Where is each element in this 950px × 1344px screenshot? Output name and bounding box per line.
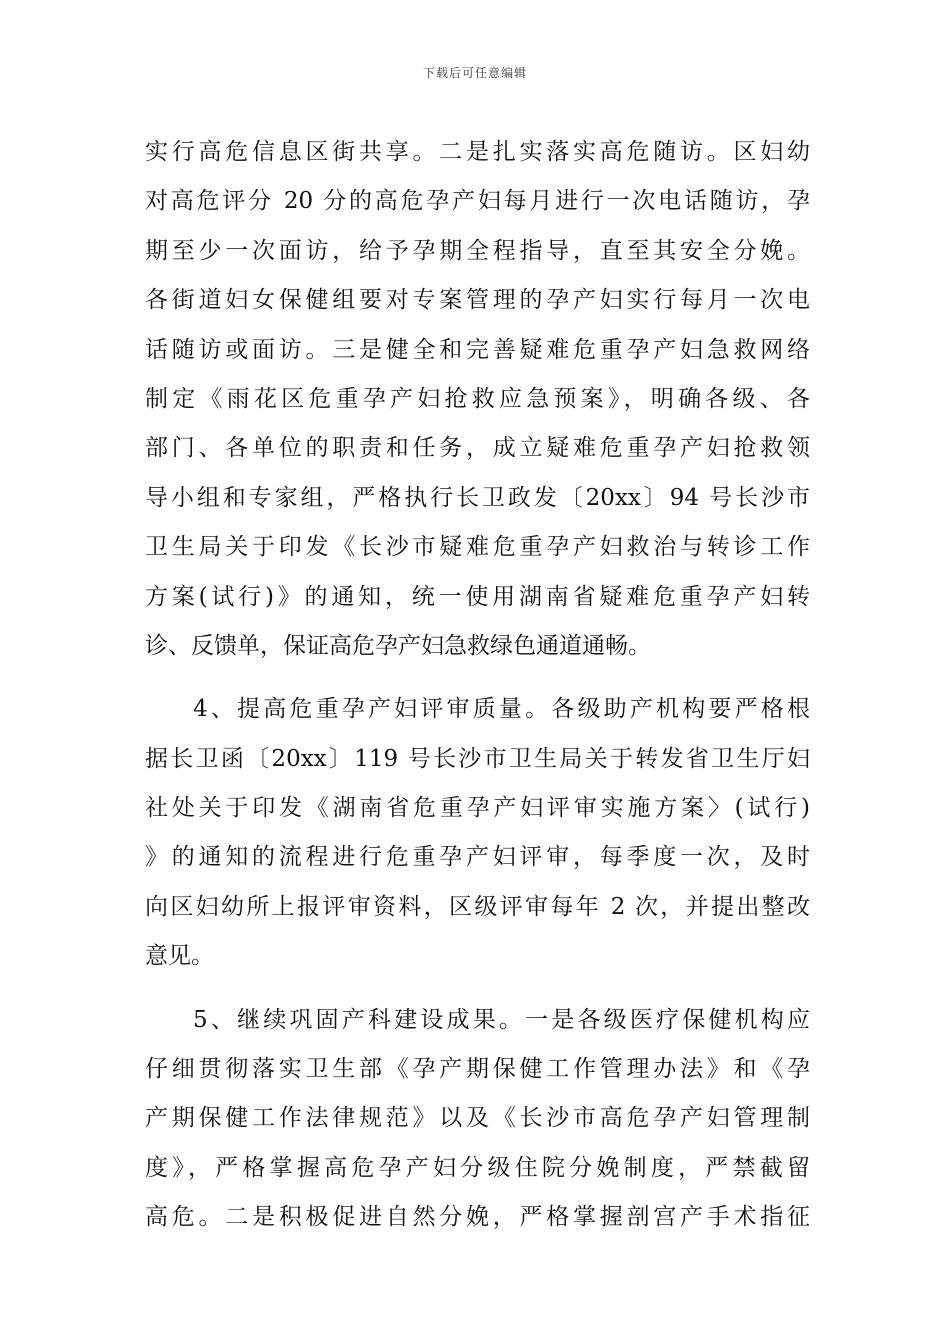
- paragraph: [145, 996, 810, 1243]
- text-line: 话随访或面访。三是健全和完善疑难危重孕产妇急救网络: [145, 336, 810, 363]
- text-line: 仔细贯彻落实卫生部《孕产期保健工作管理办法》和《孕: [145, 1056, 810, 1083]
- text-line: 度》，严格掌握高危孕产妇分级住院分娩制度，严禁截留: [145, 1154, 810, 1181]
- paragraph: [145, 128, 810, 671]
- text-line: 诊、反馈单，保证高危孕产妇急救绿色通道通畅。: [145, 632, 651, 659]
- text-line: 对高危评分 20 分的高危孕产妇每月进行一次电话随访，孕: [145, 188, 810, 215]
- document-body: [145, 128, 810, 1243]
- page-header: 下载后可任意编辑: [422, 66, 527, 80]
- paragraph: [145, 685, 810, 981]
- text-line: 》的通知的流程进行危重孕产妇评审，每季度一次，及时: [145, 844, 810, 871]
- text-line: 5、继续巩固产科建设成果。一是各级医疗保健机构应: [193, 1006, 810, 1033]
- text-line: 导小组和专家组，严格执行长卫政发〔20xx〕94 号长沙市: [145, 484, 810, 511]
- text-line: 各街道妇女保健组要对专案管理的孕产妇实行每月一次电: [145, 287, 810, 314]
- text-line: 期至少一次面访，给予孕期全程指导，直至其安全分娩。: [145, 237, 810, 264]
- text-line: 实行高危信息区街共享。二是扎实落实高危随访。区妇幼: [145, 139, 810, 165]
- text-line: 制定《雨花区危重孕产妇抢救应急预案》，明确各级、各: [145, 385, 810, 412]
- text-line: 部门、各单位的职责和任务，成立疑难危重孕产妇抢救领: [145, 435, 810, 462]
- text-line: 方案(试行)》的通知，统一使用湖南省疑难危重孕产妇转: [145, 583, 810, 610]
- text-line: 卫生局关于印发《长沙市疑难危重孕产妇救治与转诊工作: [145, 534, 810, 561]
- text-line: 意见。: [145, 943, 214, 970]
- text-line: 4、提高危重孕产妇评审质量。各级助产机构要严格根: [193, 696, 810, 723]
- text-line: 产期保健工作法律规范》以及《长沙市高危孕产妇管理制: [145, 1105, 810, 1132]
- text-line: 据长卫函〔20xx〕119 号长沙市卫生局关于转发省卫生厅妇: [145, 745, 810, 772]
- text-line: 社处关于印发《湖南省危重孕产妇评审实施方案〉(试行): [145, 795, 810, 822]
- text-line: 向区妇幼所上报评审资料，区级评审每年 2 次，并提出整改: [145, 893, 810, 920]
- text-line: 高危。二是积极促进自然分娩，严格掌握剖宫产手术指征: [145, 1204, 810, 1231]
